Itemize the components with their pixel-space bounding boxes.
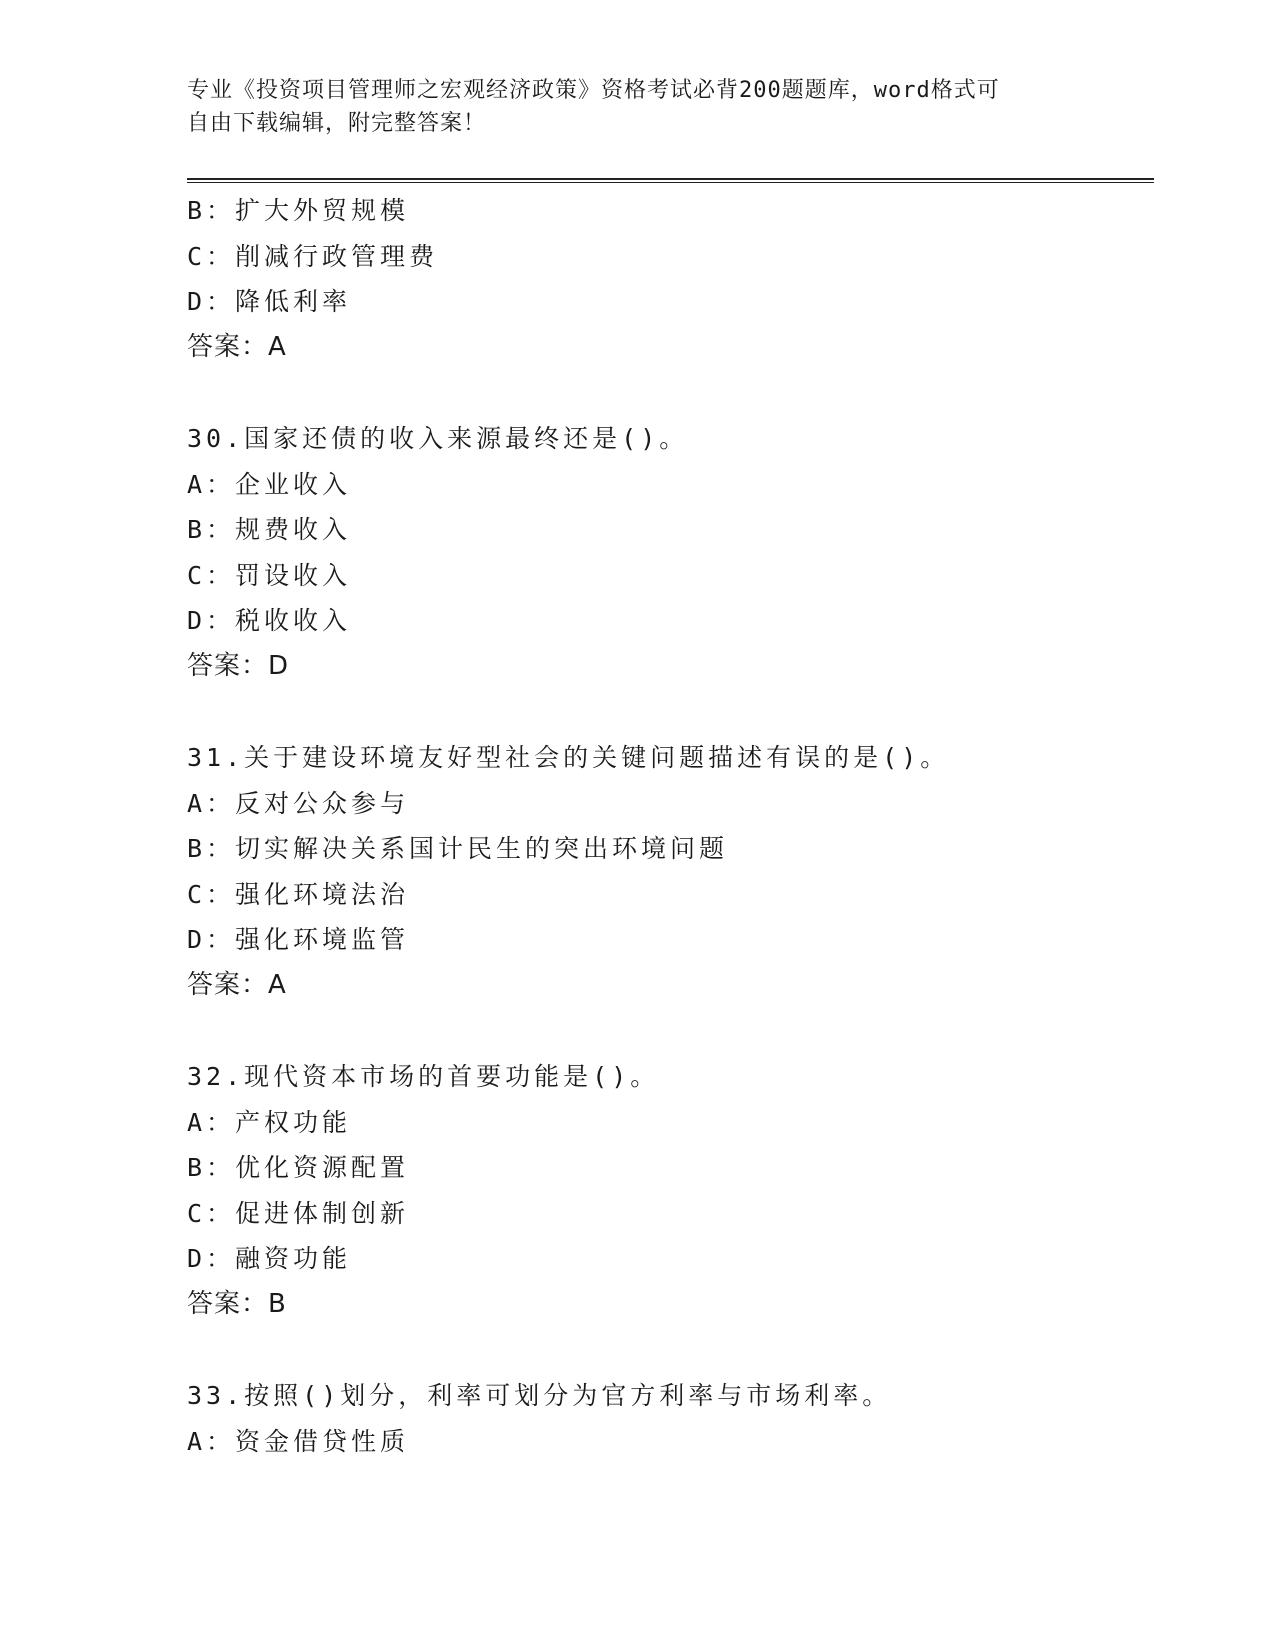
question-text: 30.国家还债的收入来源最终还是()。 [187, 424, 689, 453]
question-text: 32.现代资本市场的首要功能是()。 [187, 1062, 660, 1091]
header-line-2: 自由下载编辑，附完整答案！ [187, 111, 487, 136]
answer-line: 答案：A [187, 969, 287, 1000]
answer-line: 答案：B [187, 1288, 287, 1319]
question-block [187, 1373, 1147, 1464]
option-c: C：罚设收入 [187, 560, 352, 590]
option-d: D：强化环境监管 [187, 925, 410, 954]
question-text: 31.关于建设环境友好型社会的关键问题描述有误的是()。 [187, 743, 950, 772]
option-c: C：强化环境法治 [187, 879, 410, 909]
question-block [187, 735, 1147, 1008]
answer-line: 答案：A [187, 331, 287, 362]
document-header [187, 74, 1087, 140]
question-block [187, 416, 1147, 689]
header-divider [187, 178, 1154, 183]
option-a: A：反对公众参与 [187, 788, 410, 818]
option-a: A：资金借贷性质 [187, 1426, 410, 1456]
question-block [187, 188, 1147, 370]
option-b: B：规费收入 [187, 515, 352, 544]
option-b: B：扩大外贸规模 [187, 196, 410, 225]
question-block [187, 1054, 1147, 1327]
question-text: 33.按照()划分，利率可划分为官方利率与市场利率。 [187, 1381, 892, 1410]
option-a: A：企业收入 [187, 469, 352, 499]
option-b: B：优化资源配置 [187, 1153, 410, 1182]
option-c: C：削减行政管理费 [187, 241, 439, 271]
option-a: A：产权功能 [187, 1107, 352, 1137]
option-d: D：融资功能 [187, 1244, 352, 1273]
header-line-1: 专业《投资项目管理师之宏观经济政策》资格考试必背200题题库，word格式可 [187, 78, 1000, 103]
option-d: D：降低利率 [187, 287, 352, 316]
question-list [187, 188, 1147, 1464]
option-d: D：税收收入 [187, 606, 352, 635]
option-c: C：促进体制创新 [187, 1198, 410, 1228]
answer-line: 答案：D [187, 650, 290, 681]
option-b: B：切实解决关系国计民生的突出环境问题 [187, 834, 729, 863]
